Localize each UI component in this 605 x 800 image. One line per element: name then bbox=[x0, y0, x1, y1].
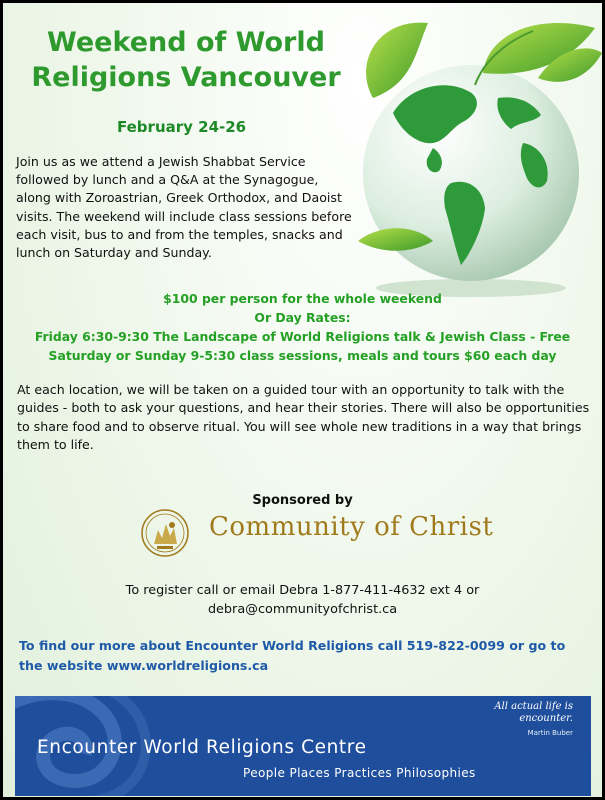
quote bbox=[494, 701, 573, 725]
quote-author: Martin Buber bbox=[527, 729, 573, 737]
sponsor-name: Community of Christ bbox=[209, 512, 494, 542]
title-line-1: Weekend of World bbox=[47, 27, 325, 58]
register-info bbox=[3, 581, 602, 619]
centre-name: Encounter World Religions Centre bbox=[37, 737, 367, 758]
tour-paragraph: At each location, we will be taken on a guided tour with an opportunity to talk with the guides - both to ask your questions, and hear their stories. There will also be opportunities to share food and to observe ritual. You will see whole new traditions in a way that brings them to life. bbox=[17, 382, 590, 453]
quote-line-1: All actual life is bbox=[494, 701, 573, 712]
rate-weekend: $100 per person for the whole weekend bbox=[163, 291, 442, 306]
rates-block bbox=[3, 289, 602, 365]
encounter-banner bbox=[15, 696, 591, 796]
intro-paragraph: Join us as we attend a Jewish Shabbat Service followed by lunch and a Q&A at the Synagogue, along with Zoroastrian, Greek Orthodox, and Daoist visits. The weekend will include class sessions before each visit, bus to and from the temples, snacks and lunch on Saturday and Sunday. bbox=[16, 154, 352, 261]
more-info-text[interactable]: To find our more about Encounter World Religions call 519-822-0099 or go to the website www.worldreligions.ca bbox=[19, 638, 566, 673]
quote-line-2: encounter. bbox=[519, 713, 573, 724]
rate-weekend-day: Saturday or Sunday 9-5:30 class sessions, meals and tours $60 each day bbox=[48, 348, 557, 363]
sponsored-by-label: Sponsored by bbox=[252, 493, 353, 508]
title-line-2: Religions Vancouver bbox=[31, 62, 341, 93]
flyer-page bbox=[3, 3, 602, 797]
globe-leaves-illustration bbox=[333, 3, 602, 303]
register-line: To register call or email Debra 1-877-411-4632 ext 4 or bbox=[125, 583, 480, 598]
rate-day-heading: Or Day Rates: bbox=[254, 310, 351, 325]
centre-tagline: People Places Practices Philosophies bbox=[243, 766, 476, 780]
page-title bbox=[21, 25, 351, 95]
community-of-christ-seal-icon bbox=[140, 508, 190, 558]
rate-friday: Friday 6:30-9:30 The Landscape of World Religions talk & Jewish Class - Free bbox=[34, 329, 571, 344]
register-email-link[interactable]: debra@communityofchrist.ca bbox=[207, 602, 398, 617]
event-date: February 24-26 bbox=[117, 118, 247, 136]
